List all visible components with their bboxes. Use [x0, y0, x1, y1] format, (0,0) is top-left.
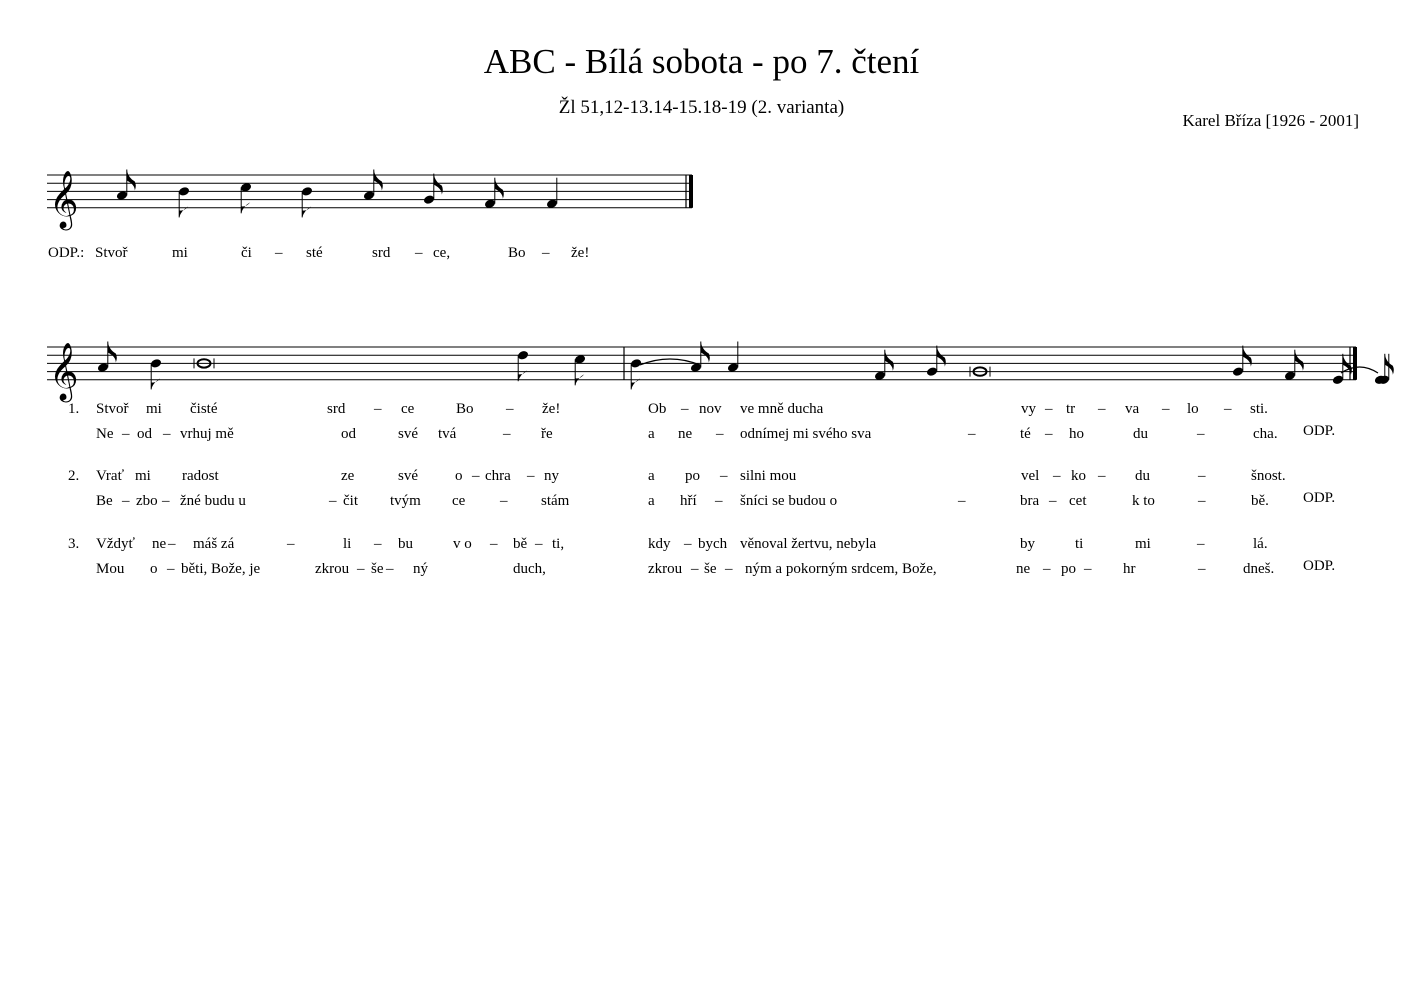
quarter-note	[727, 342, 739, 373]
lyric-syllable: –	[287, 536, 295, 552]
lyric-syllable: své	[398, 468, 418, 484]
lyric-syllable: Stvoř	[96, 401, 129, 417]
lyric-syllable: že!	[571, 245, 590, 261]
lyric-syllable: tvým	[390, 493, 421, 509]
lyric-syllable: mi	[135, 468, 151, 484]
lyric-syllable: po	[685, 468, 700, 484]
lyric-syllable: –	[958, 493, 966, 509]
lyric-syllable: kdy	[648, 536, 671, 552]
lyric-syllable: ne	[152, 536, 167, 552]
lyric-syllable: mi	[146, 401, 162, 417]
lyric-syllable: zkrou	[648, 561, 683, 577]
lyric-syllable: ným a pokorným srdcem, Bože,	[745, 561, 937, 577]
lyric-syllable: –	[374, 536, 382, 552]
lyric-syllable: Vrať	[96, 468, 124, 484]
eighth-note	[150, 358, 162, 389]
lyric-syllable: vy	[1021, 401, 1036, 417]
lyric-syllable: –	[527, 468, 535, 484]
eighth-note	[423, 174, 443, 205]
lyric-syllable: hr	[1123, 561, 1136, 577]
lyric-syllable: cha.	[1253, 426, 1278, 442]
lyric-syllable: du	[1133, 426, 1148, 442]
lyric-syllable: li	[343, 536, 352, 552]
lyric-syllable: –	[1162, 401, 1170, 417]
lyric-syllable: šnost.	[1251, 468, 1286, 484]
lyric-syllable: stám	[541, 493, 570, 509]
page-subtitle: Žl 51,12-13.14-15.18-19 (2. varianta)	[558, 97, 845, 118]
lyric-syllable: –	[1198, 561, 1206, 577]
lyric-syllable: –	[1049, 493, 1057, 509]
lyric-syllable: hří	[680, 493, 697, 509]
lyric-syllable: –	[535, 536, 543, 552]
lyric-syllable: –	[968, 426, 976, 442]
lyric-syllable: –	[122, 426, 130, 442]
lyric-syllable: či	[241, 245, 252, 261]
quarter-note	[1378, 354, 1390, 385]
lyric-syllable: ti	[1075, 536, 1084, 552]
lyric-syllable: –	[720, 468, 728, 484]
lyric-syllable: mi	[172, 245, 188, 261]
verse-number: 1.	[68, 401, 80, 417]
lyric-syllable: ti,	[552, 536, 565, 552]
eighth-note	[690, 342, 710, 373]
lyric-syllable: bě.	[1251, 493, 1269, 509]
lyric-syllable: radost	[182, 468, 219, 484]
lyric-syllable: –	[163, 426, 171, 442]
lyric-syllable: Bo	[456, 401, 474, 417]
lyric-syllable: duch,	[513, 561, 546, 577]
eighth-note	[484, 178, 504, 209]
page-title: ABC - Bílá sobota - po 7. čtení	[483, 42, 920, 81]
lyric-syllable: še	[704, 561, 717, 577]
lyric-syllable: ce	[401, 401, 415, 417]
quarter-note	[546, 178, 558, 209]
response-marker: ODP.	[1303, 558, 1336, 574]
eighth-note	[178, 186, 190, 217]
lyric-syllable: –	[472, 468, 480, 484]
lyric-syllable: –	[500, 493, 508, 509]
lyric-syllable: tvá	[438, 426, 457, 442]
lyric-syllable: va	[1125, 401, 1140, 417]
lyric-syllable: –	[168, 536, 176, 552]
lyric-syllable: –	[684, 536, 692, 552]
lyric-syllable: –	[122, 493, 130, 509]
lyric-syllable: –	[506, 401, 514, 417]
lyric-syllable: po	[1061, 561, 1076, 577]
lyric-syllable: ve mně ducha	[740, 401, 824, 417]
lyric-syllable: Mou	[96, 561, 125, 577]
lyric-syllable: ny	[544, 468, 559, 484]
eighth-note	[240, 182, 252, 213]
lyric-syllable: –	[681, 401, 689, 417]
lyric-syllable: vrhuj mě	[180, 426, 234, 442]
eighth-note	[1284, 350, 1304, 381]
lyric-syllable: bě	[513, 536, 528, 552]
lyric-syllable: a	[648, 493, 655, 509]
eighth-note	[97, 342, 117, 373]
lyric-syllable: –	[1198, 493, 1206, 509]
lyric-syllable: ze	[341, 468, 355, 484]
lyric-syllable: a	[648, 426, 655, 442]
lyric-syllable: du	[1135, 468, 1150, 484]
lyric-syllable: lá.	[1253, 536, 1268, 552]
lyric-syllable: srd	[372, 245, 391, 261]
lyric-syllable: a	[648, 468, 655, 484]
lyric-syllable: o	[455, 468, 463, 484]
lyric-syllable: ne	[678, 426, 693, 442]
eighth-note	[926, 346, 946, 377]
lyric-syllable: ne	[1016, 561, 1031, 577]
lyric-syllable: té	[1020, 426, 1031, 442]
lyric-syllable: od	[341, 426, 356, 442]
lyric-syllable: –	[1084, 561, 1092, 577]
treble-clef-icon: 𝄞	[49, 341, 79, 400]
lyric-syllable: še	[371, 561, 384, 577]
lyric-syllable: –	[691, 561, 699, 577]
lyric-syllable: –	[1053, 468, 1061, 484]
response-marker: ODP.	[1303, 423, 1336, 439]
lyric-syllable: –	[725, 561, 733, 577]
eighth-note	[116, 170, 136, 201]
lyric-syllable: bu	[398, 536, 413, 552]
lyric-syllable: že!	[542, 401, 561, 417]
lyric-syllable: Bo	[508, 245, 526, 261]
staff-refrain	[47, 170, 692, 231]
lyric-syllable: Stvoř	[95, 245, 128, 261]
lyric-syllable: –	[415, 245, 423, 261]
lyric-syllable: –	[329, 493, 337, 509]
lyric-syllable: cet	[1069, 493, 1087, 509]
lyric-syllable: v o	[453, 536, 472, 552]
refrain-label: ODP.:	[48, 245, 85, 261]
lyric-syllable: sti.	[1250, 401, 1268, 417]
lyric-syllable: –	[1045, 401, 1053, 417]
lyric-syllable: ný	[413, 561, 428, 577]
lyric-syllable: své	[398, 426, 418, 442]
lyric-syllable: –	[1098, 401, 1106, 417]
lyric-syllable: dneš.	[1243, 561, 1275, 577]
lyric-syllable: ře	[541, 426, 553, 442]
lyric-syllable: –	[162, 493, 170, 509]
slur	[640, 359, 700, 365]
lyric-syllable: –	[275, 245, 283, 261]
lyric-syllable: –	[1197, 536, 1205, 552]
composer-credit: Karel Bříza [1926 - 2001]	[1182, 111, 1359, 130]
lyric-syllable: –	[1045, 426, 1053, 442]
lyric-syllable: –	[715, 493, 723, 509]
verse-number: 2.	[68, 468, 80, 484]
lyric-syllable: máš zá	[193, 536, 235, 552]
eighth-note	[630, 358, 642, 389]
lyric-syllable: běti, Bože, je	[181, 561, 261, 577]
lyric-syllable: ho	[1069, 426, 1084, 442]
lyric-syllable: Be	[96, 493, 113, 509]
lyric-syllable: –	[1224, 401, 1232, 417]
lyric-syllable: bra	[1020, 493, 1040, 509]
lyric-syllable: –	[716, 426, 724, 442]
lyric-syllable: –	[1197, 426, 1205, 442]
lyric-syllable: od	[137, 426, 152, 442]
lyric-syllable: chra	[485, 468, 511, 484]
lyric-syllable: čisté	[190, 401, 218, 417]
lyric-syllable: zbo	[136, 493, 158, 509]
lyric-syllable: čit	[343, 493, 358, 509]
lyric-syllable: Vždyť	[96, 536, 135, 552]
lyric-syllable: šníci se budou o	[740, 493, 838, 509]
lyric-syllable: ce,	[433, 245, 451, 261]
lyric-syllable: sté	[306, 245, 323, 261]
lyric-syllable: –	[167, 561, 175, 577]
lyric-syllable: k to	[1132, 493, 1155, 509]
lyric-syllable: –	[374, 401, 382, 417]
lyric-syllable: věnoval žertvu, nebyla	[740, 536, 877, 552]
lyric-syllable: –	[1198, 468, 1206, 484]
response-marker: ODP.	[1303, 490, 1336, 506]
lyric-syllable: ce	[452, 493, 466, 509]
lyric-syllable: mi	[1135, 536, 1151, 552]
lyric-syllable: odnímej mi svého sva	[740, 426, 872, 442]
eighth-note	[301, 186, 313, 217]
lyric-syllable: nov	[699, 401, 722, 417]
lyric-syllable: –	[357, 561, 365, 577]
eighth-note	[517, 350, 529, 381]
lyric-syllable: –	[490, 536, 498, 552]
lyric-syllable: –	[386, 561, 394, 577]
lyric-syllable: –	[542, 245, 550, 261]
verse-number: 3.	[68, 536, 80, 552]
lyric-syllable: žné budu u	[180, 493, 246, 509]
eighth-note	[874, 350, 894, 381]
lyric-syllable: –	[503, 426, 511, 442]
lyric-syllable: o	[150, 561, 158, 577]
lyric-syllable: srd	[327, 401, 346, 417]
lyric-syllable: ko	[1071, 468, 1086, 484]
lyric-syllable: by	[1020, 536, 1035, 552]
lyric-syllable: –	[1043, 561, 1051, 577]
lyric-syllable: zkrou	[315, 561, 350, 577]
lyric-syllable: Ob	[648, 401, 667, 417]
eighth-note	[1232, 346, 1252, 377]
treble-clef-icon: 𝄞	[49, 169, 79, 228]
lyric-syllable: lo	[1187, 401, 1199, 417]
eighth-note	[574, 354, 586, 385]
lyric-syllable: –	[1098, 468, 1106, 484]
lyric-syllable: bych	[698, 536, 728, 552]
lyric-syllable: vel	[1021, 468, 1040, 484]
lyric-syllable: tr	[1066, 401, 1076, 417]
lyric-syllable: silni mou	[740, 468, 797, 484]
eighth-note	[363, 170, 383, 201]
lyric-syllable: Ne	[96, 426, 114, 442]
